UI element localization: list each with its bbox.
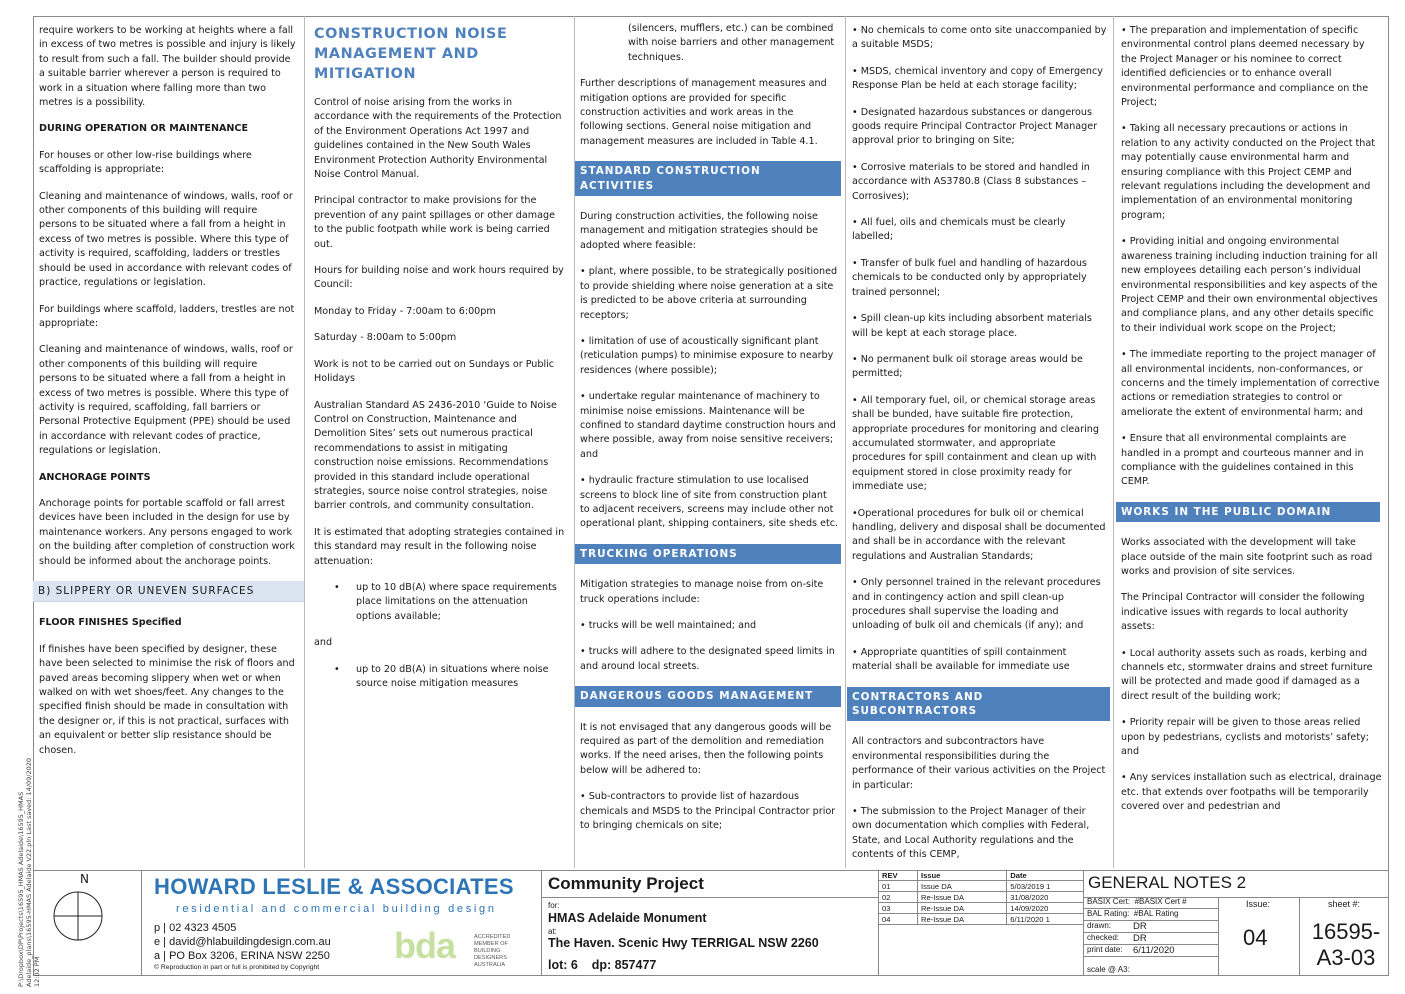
bullet-item: • plant, where possible, to be strategically positioned to provide shielding where noise generation at a site is predicted to be above criteria at surrounding receptors; xyxy=(580,266,838,321)
contact-block xyxy=(154,921,331,972)
revision-cell-value: 04 xyxy=(879,914,917,925)
column-4 xyxy=(846,16,1114,868)
bullet-item: • The preparation and implementation of specific environmental control plans deemed necessary by the Project Manager or his nominee to correct identified deficiencies or to enhance overall environmental performance and compliance on the Project; xyxy=(1121,25,1369,109)
paragraph: and xyxy=(314,637,333,649)
paragraph: Cleaning and maintenance of windows, walls, roof or other components of this building will require persons to be situated where a fall from a height in excess of two metres is possible. Where this type of activity is required, scaffolding, ladders or trestles should be used in accordance with relevant codes of practice, regulations or legislation. xyxy=(39,190,293,289)
paragraph: Mitigation strategies to manage noise from on-site truck operations include: xyxy=(580,579,824,605)
paragraph: Anchorage points for portable scaffold or fall arrest devices have been included in the design for use by maintenance workers. Any persons engaged to work on the building after completion of construction work should be informed about the anchorage points. xyxy=(39,497,295,567)
file-path-text: P:\Dropbox\DP\Projects\16595_HMAS Adelaide\16595_HMAS Adelaide_plans\16595-HMAS Adelaide V22.pln Last saved: 14/09/2020 12:02 PM xyxy=(17,757,41,987)
bda-text: ACCREDITED MEMBER OF BUILDING DESIGNERS AUSTRALIA xyxy=(474,934,511,968)
client-name: HMAS Adelaide Monument xyxy=(548,911,707,925)
checked-label: checked: xyxy=(1087,933,1120,942)
sheet-cell xyxy=(1084,870,1389,976)
revision-cell-value: Issue DA xyxy=(917,881,1006,892)
paragraph: Hours for building noise and work hours required by Council: xyxy=(314,265,564,291)
paragraph: Principal contractor to make provisions for the prevention of any paint spillages or other damage to the public footpath while work is being carried out. xyxy=(314,195,555,250)
paragraph: Work is not to be carried out on Sundays or Public Holidays xyxy=(314,358,555,385)
bullet-item: • No permanent bulk oil storage areas would be permitted; xyxy=(852,353,1083,380)
for-label: for: xyxy=(548,901,560,910)
revision-cell xyxy=(879,870,1084,976)
project-cell xyxy=(542,870,879,976)
bullet-item: • Providing initial and ongoing environmental awareness training including induction training for all new employees detailing each person’s individual environmental responsibilities and key aspects of the Project CEMP and their own environmental objectives and compliance plans, and any other details specific to their individual work scope on the Project; xyxy=(1121,236,1378,334)
print-label: print date: xyxy=(1087,945,1123,954)
bullet-item: • limitation of use of acoustically significant plant (reticulation pumps) to minimise exposure to nearby residences (where possible); xyxy=(580,335,834,376)
heading-floor-finishes: FLOOR FINISHES Specified xyxy=(39,617,182,629)
bullet-item: • Taking all necessary precautions or actions in relation to any activity conducted on the Project that may potentially cause environmental harm and ensuring compliance with this Project CEMP and relevant regulations including the development and implementation of an environmental monitoring program; xyxy=(1121,123,1376,221)
revision-cell-value: Re-Issue DA xyxy=(917,914,1006,925)
copyright: © Reproduction in part or full is prohibited by Copyright xyxy=(154,964,320,971)
revision-cell-value: Re-Issue DA xyxy=(917,892,1006,903)
section-title-noise: CONSTRUCTION NOISE MANAGEMENT AND MITIGATION xyxy=(314,26,508,82)
bullet-item: • Only personnel trained in the relevant procedures and in contingency action and spill clean-up procedures shall supervise the loading and unloading of bulk oil and chemicals (if any); and xyxy=(852,577,1101,632)
bullet-item: • up to 10 dB(A) where space requirements place limitations on the attenuation options available; xyxy=(314,581,566,624)
sheet-number: 16595- A3-03 xyxy=(1311,919,1381,970)
phone: p | 02 4323 4505 xyxy=(154,922,237,934)
issue-label: Issue: xyxy=(1246,899,1271,909)
paragraph: For buildings where scaffold, ladders, trestles are not appropriate: xyxy=(39,303,295,329)
bullet-item: • The submission to the Project Manager of their own documentation which complies with Federal, State, and Local Authority regulations and the contents of this CEMP, xyxy=(852,806,1090,861)
heading-anchorage: ANCHORAGE POINTS xyxy=(39,471,151,483)
revision-cell-value: 03 xyxy=(879,903,917,914)
issue-number: 04 xyxy=(1243,925,1268,950)
bullet-item: • The immediate reporting to the project manager of all environmental incidents, non-conformances, or concerns and the timely implementation of corrective actions or remediation strategies to control or ameliorate the extent of environmental harm; and xyxy=(1121,349,1380,418)
file-path-note xyxy=(14,750,41,987)
heading-public-domain: WORKS IN THE PUBLIC DOMAIN xyxy=(1116,502,1380,522)
revision-cell-value: 14/09/2020 xyxy=(1007,903,1084,914)
company-tagline: residential and commercial building design xyxy=(176,903,497,915)
paragraph: Works associated with the development will take place outside of the main site footprint such as road works and provision of site services. xyxy=(1121,537,1373,577)
bullet-item: • Sub-contractors to provide list of hazardous chemicals and MSDS to the Principal Contractor prior to bringing chemicals on site; xyxy=(580,791,836,832)
column-3 xyxy=(575,16,846,868)
print-date: 6/11/2020 xyxy=(1133,945,1175,956)
bullet-item: • Priority repair will be given to those areas relied upon by pedestrians, cyclists and motorists’ safety; and xyxy=(1121,717,1370,758)
revision-cell-value: 6/11/2020 1 xyxy=(1007,914,1084,925)
paragraph: During construction activities, the following noise management and mitigation strategies should be adopted where feasible: xyxy=(580,211,819,251)
site-address: The Haven. Scenic Hwy TERRIGAL NSW 2260 xyxy=(548,936,819,950)
revision-cell-value: 31/08/2020 xyxy=(1007,892,1084,903)
email: e | david@hlabuildingdesign.com.au xyxy=(154,936,331,948)
heading-trucking: TRUCKING OPERATIONS xyxy=(575,544,841,564)
paragraph: Australian Standard AS 2436-2010 ‘Guide to Noise Control on Construction, Maintenance and Demolition Sites’ sets out numerous practical recommendations to assist in mitigating construction noise emissions. Recommendations provided in this standard include operational strategies, source noise control strategies, noise barrier controls, and community consultation. xyxy=(314,399,557,512)
company-name: HOWARD LESLIE & ASSOCIATES xyxy=(154,874,514,899)
north-label: N xyxy=(80,872,89,886)
bullet-item: • Spill clean-up kits including absorbent materials will be kept at each storage place. xyxy=(852,313,1092,339)
paragraph: It is not envisaged that any dangerous goods will be required as part of the demolition and remediation works. If the need arises, then the following points below will be adhered to: xyxy=(580,721,832,776)
basix-cert: BASIX Cert: #BASIX Cert # xyxy=(1084,897,1218,909)
north-arrow-icon xyxy=(52,890,104,942)
address: a | PO Box 3206, ERINA NSW 2250 xyxy=(154,950,330,962)
paragraph: Cleaning and maintenance of windows, walls, roof or other components of this building will require persons to be situated where a fall from a height in excess of two metres is possible. Where this type of activity is required, scaffolding, fall barriers or Personal Protective Equipment (PPE) should be used in accordance with relevant codes of practice, regulations or legislation. xyxy=(39,344,293,457)
company-cell xyxy=(142,870,542,976)
column-1 xyxy=(33,16,305,868)
heading-standard-construction: STANDARD CONSTRUCTION ACTIVITIES xyxy=(575,161,841,196)
paragraph: All contractors and subcontractors have environmental responsibilities during the performance of their various activities on the Project in particular: xyxy=(852,736,1106,791)
lot-dp: lot: 6 dp: 857477 xyxy=(548,958,657,972)
paragraph: Saturday - 8:00am to 5:00pm xyxy=(314,332,457,344)
revision-cell-value: 01 xyxy=(879,881,917,892)
revision-header-cell: Issue xyxy=(917,870,1006,881)
bullet-item: • Local authority assets such as roads, kerbing and channels etc, stormwater drains and street furniture will be protected and made good if damaged as a direct result of the building work; xyxy=(1121,647,1373,702)
heading-contractors: CONTRACTORS AND SUBCONTRACTORS xyxy=(847,687,1110,722)
bullet-item: • All fuel, oils and chemicals must be clearly labelled; xyxy=(852,217,1066,243)
bullet-item: • MSDS, chemical inventory and copy of Emergency Response Plan be held at each storage facility; xyxy=(852,65,1103,92)
bda-logo: bda xyxy=(394,925,456,966)
bullet-item: • Transfer of bulk fuel and handling of hazardous chemicals to be conducted only by appropriately trained personnel; xyxy=(852,257,1087,298)
bullet-item: • Any services installation such as electrical, drainage etc. that extends over footpaths will be temporarily covered over and pedestrian and xyxy=(1121,772,1382,813)
revision-header xyxy=(879,870,1084,881)
bullet-item: • Ensure that all environmental complaints are handled in a prompt and courteous manner and in compliance with the guidelines contained in this CEMP. xyxy=(1121,433,1364,488)
bullet-item: • trucks will be well maintained; and xyxy=(580,620,757,631)
paragraph: require workers to be working at heights where a fall in excess of two metres is possible and injury is likely to result from such a fall. The builder should provide a suitable barrier wherever a person is required to work in a situation where falling more than two metres is a possibility. xyxy=(39,25,296,109)
scale-label: scale @ A3: xyxy=(1087,965,1130,974)
revision-header-cell: Date xyxy=(1007,870,1084,881)
paragraph: For houses or other low-rise buildings where scaffolding is appropriate: xyxy=(39,149,252,176)
bullet-item: • Appropriate quantities of spill containment material shall be available for immediate use xyxy=(852,646,1070,673)
paragraph: It is estimated that adopting strategies contained in this standard may result in the following noise attenuation: xyxy=(314,526,565,567)
paragraph: Further descriptions of management measures and mitigation options are provided for specific construction activities and work areas in the following sections. General noise mitigation and management measures are included in Table 4.1. xyxy=(580,78,827,147)
bullet-item: • hydraulic fracture stimulation to use localised screens to block line of site from construction plant to adjacent receivers, screens may include other not operational plant, shipping containers, site sheds etc. xyxy=(580,475,839,530)
bullet-item: • undertake regular maintenance of machinery to minimise noise emissions. Maintenance will be confined to standard daytime construction hours and where possible, away from noise sensitive receivers; and xyxy=(580,391,836,460)
revision-row xyxy=(879,881,1084,892)
revision-table xyxy=(879,870,1084,925)
heading-slippery: B) SLIPPERY OR UNEVEN SURFACES xyxy=(33,581,304,602)
column-5 xyxy=(1114,16,1389,868)
bullet-item: • All temporary fuel, oil, or chemical storage areas shall be bunded, have suitable fire protection, appropriate procedures for monitoring and clearing accumulated stormwater, and appropriate procedures for spill containment and clean up with equipment stored in close proximity ready for immediate use; xyxy=(852,394,1099,493)
at-label: at: xyxy=(548,927,557,936)
bal-rating: BAL Rating: #BAL Rating xyxy=(1084,909,1218,921)
bullet-item: • up to 20 dB(A) in situations where noise source noise mitigation measures xyxy=(314,663,566,692)
project-title: Community Project xyxy=(548,874,704,893)
bullet-item: • Corrosive materials to be stored and handled in accordance with AS3780.8 (Class 8 substances – Corrosives); xyxy=(852,161,1090,202)
column-2 xyxy=(305,16,575,868)
revision-row xyxy=(879,903,1084,914)
drawn-value: DR xyxy=(1133,921,1147,932)
sheet-label: sheet #: xyxy=(1328,899,1361,909)
paragraph: Control of noise arising from the works in accordance with the requirements of the Protection of the Environment Operations Act 1997 and guidelines contained in the New South Wales Environment Protection Authority Environmental Noise Control Manual. xyxy=(314,97,562,181)
bullet-item: • Designated hazardous substances or dangerous goods require Principal Contractor Project Manager approval prior to bringing on Site; xyxy=(852,106,1098,147)
heading-during-operation: DURING OPERATION OR MAINTENANCE xyxy=(39,123,249,135)
paragraph: If finishes have been specified by designer, these have been selected to minimise the risk of floors and paved areas becoming slippery when wet or when walked on with wet shoes/feet. Any changes to the specified finish should be made in consultation with the designer or, if this is not practical, surfaces with an equivalent or better slip resistance should be chosen. xyxy=(39,643,295,756)
revision-row xyxy=(879,892,1084,903)
revision-cell-value: 5/03/2019 1 xyxy=(1007,881,1084,892)
bullet-item: • No chemicals to come onto site unaccompanied by a suitable MSDS; xyxy=(852,25,1107,51)
drawn-label: drawn: xyxy=(1087,921,1112,930)
heading-dangerous-goods: DANGEROUS GOODS MANAGEMENT xyxy=(575,686,841,706)
bullet-item: • trucks will adhere to the designated speed limits in and around local streets. xyxy=(580,646,835,672)
revision-header-cell: REV xyxy=(879,870,917,881)
bullet-item: •Operational procedures for bulk oil or chemical handling, delivery and disposal shall be documented and shall be in accordance with the relevant regulations and Australian Standards; xyxy=(852,507,1106,562)
paragraph: Monday to Friday - 7:00am to 6:00pm xyxy=(314,305,496,317)
revision-cell-value: 02 xyxy=(879,892,917,903)
north-arrow-cell xyxy=(33,870,142,976)
revision-cell-value: Re-Issue DA xyxy=(917,903,1006,914)
sheet-title: GENERAL NOTES 2 xyxy=(1088,873,1247,892)
checked-value: DR xyxy=(1133,933,1147,944)
revision-row xyxy=(879,914,1084,925)
paragraph: The Principal Contractor will consider the following indicative issues with regards to local authority assets: xyxy=(1121,592,1365,633)
paragraph: (silencers, mufflers, etc.) can be combined with noise barriers and other management techniques. xyxy=(628,23,835,63)
